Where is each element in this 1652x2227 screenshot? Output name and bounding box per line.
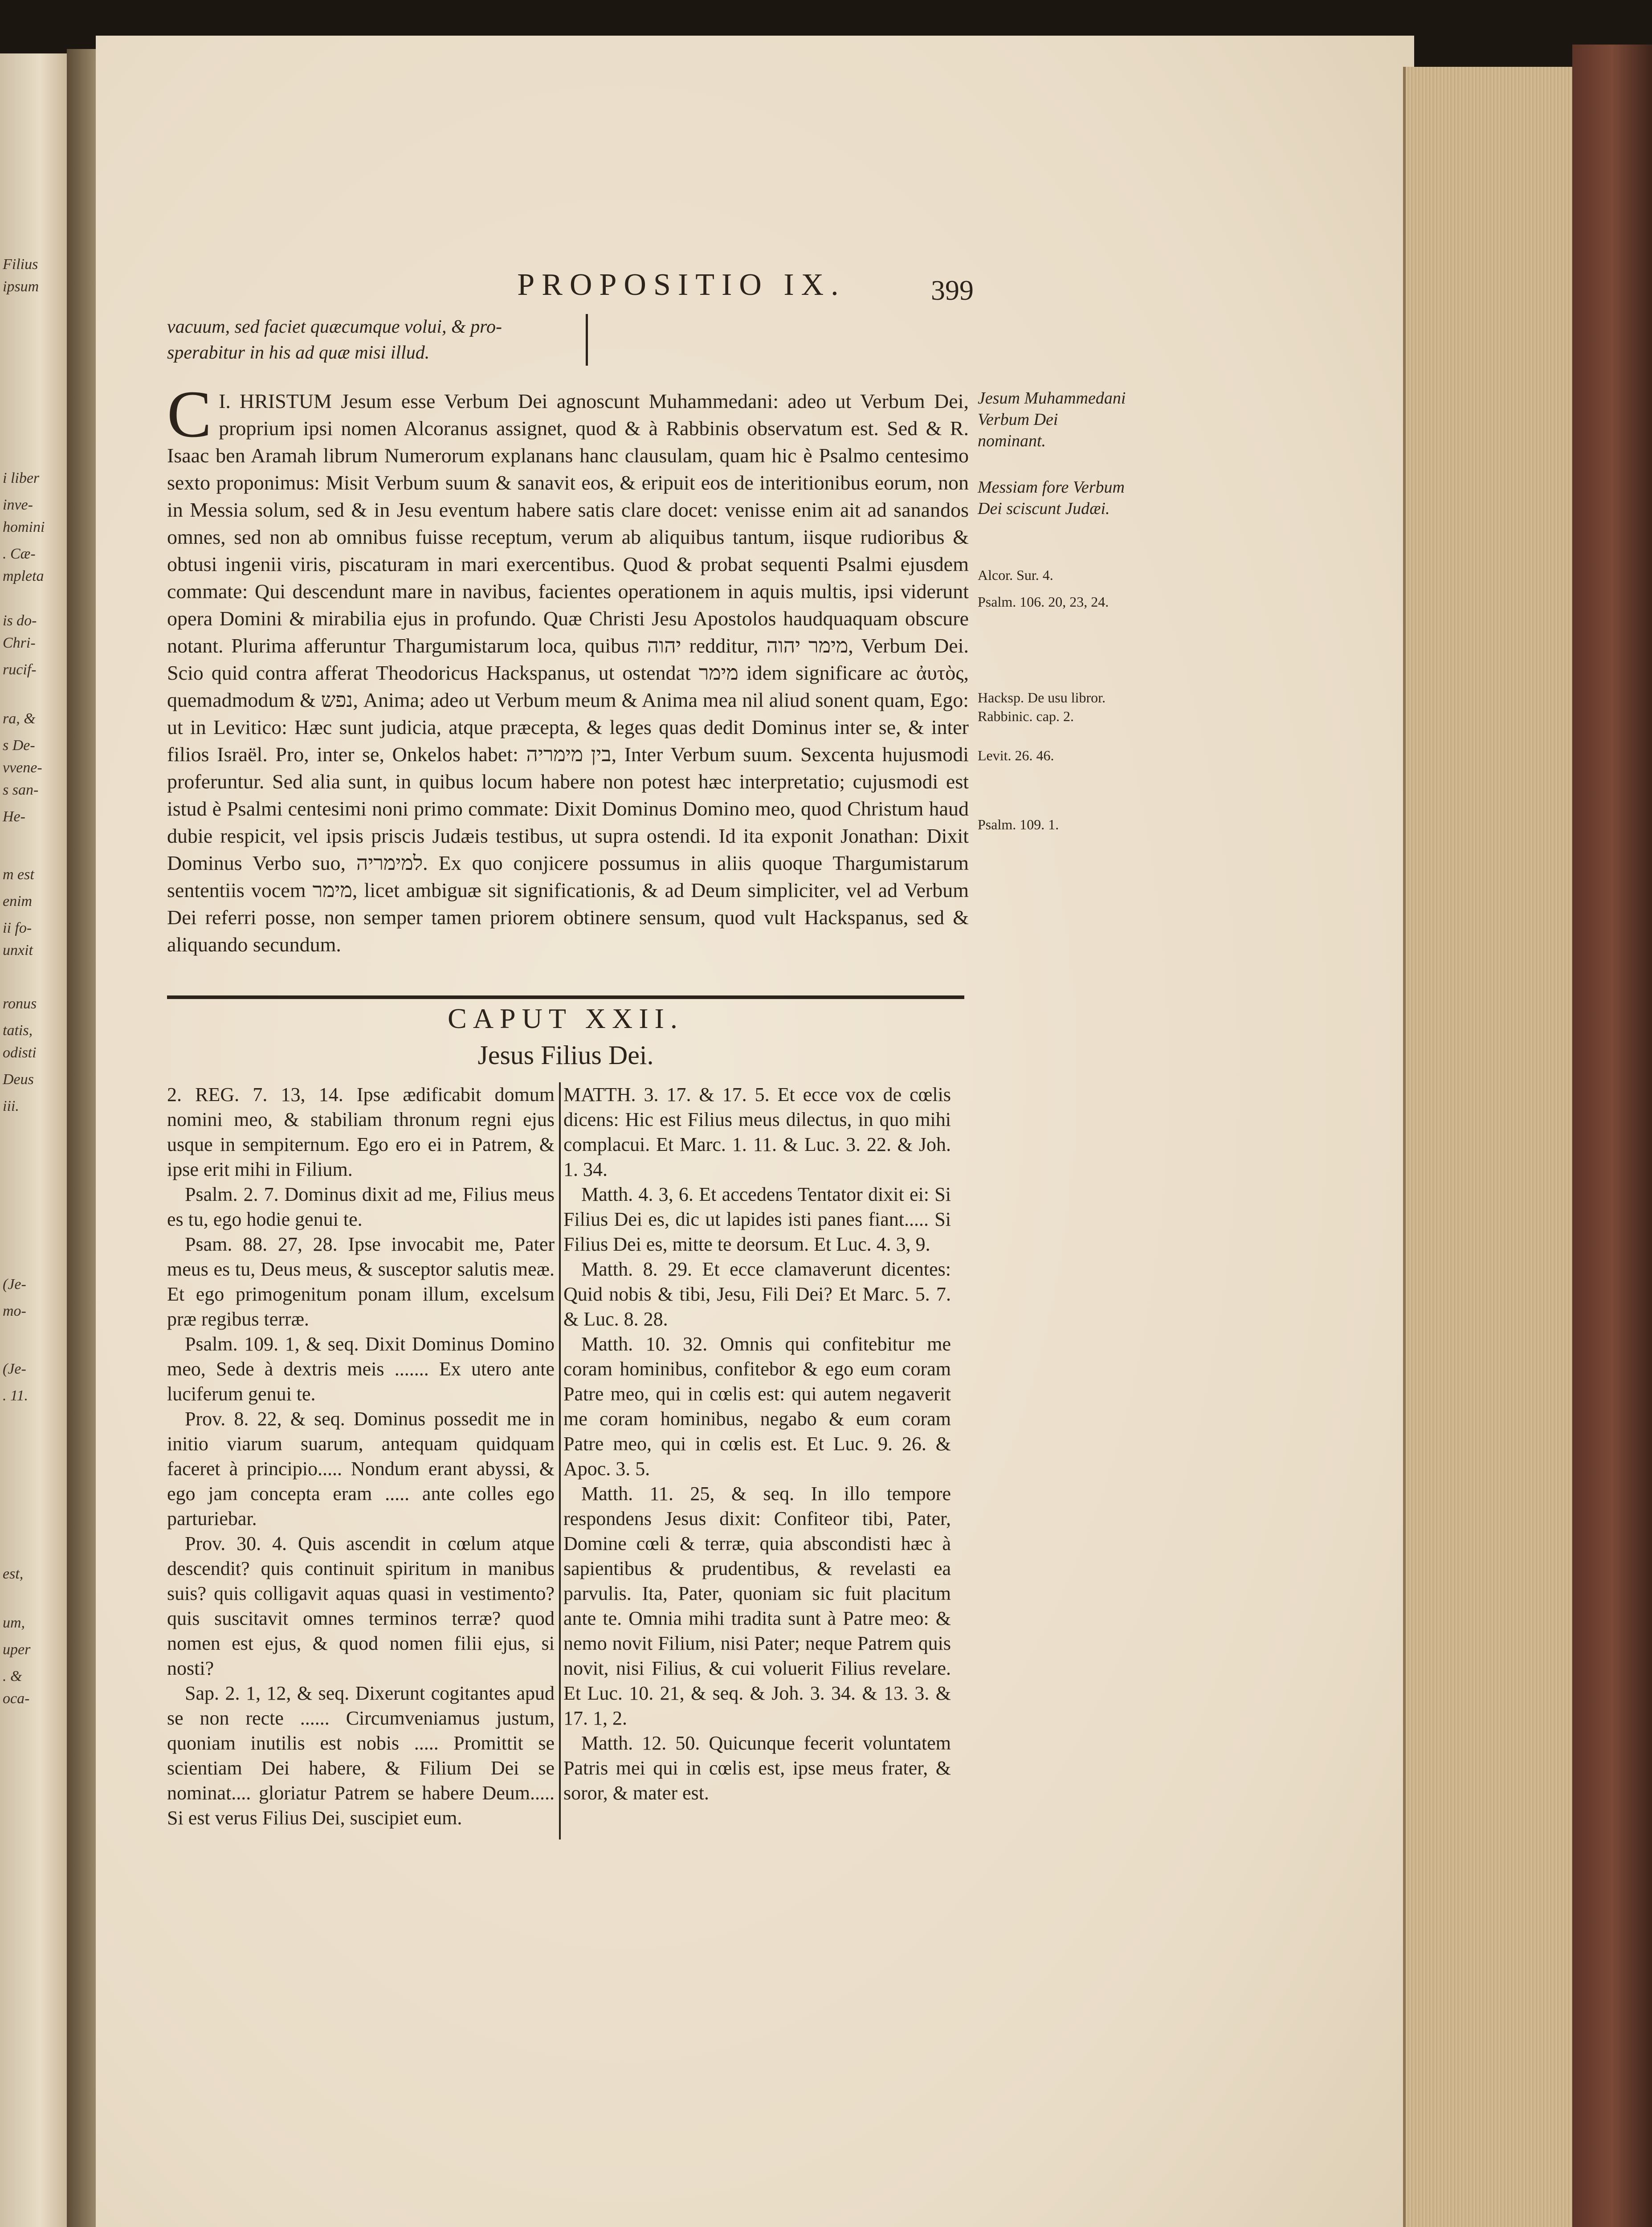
book-cover (1572, 45, 1652, 2227)
margin-ref-alcoran: Alcor. Sur. 4. (978, 567, 1053, 583)
verse-entry: Prov. 8. 22, & seq. Dominus possedit me in initio viarum suarum, antequam quidquam faceret à principio..... Nondum erant abyssi, & ego jam concepta eram ..... ante colles ego parturiebar. (167, 1408, 555, 1530)
left-page-fragment: ii fo- (3, 920, 32, 936)
left-page-fragment: Deus (3, 1071, 34, 1088)
margin-ref-levit: Levit. 26. 46. (978, 747, 1054, 763)
verse-entry: Matth. 10. 32. Omnis qui confitebitur me coram hominibus, confitebor & ego eum coram Patre meo, qui in cœlis est: qui autem negaverit me coram hominibus, negabo & eum coram Patre meo, qui in cœlis est. Et Luc. 9. 26. & Apoc. 3. 5. (563, 1333, 951, 1480)
margin-note-messiah: Messiam fore Verbum Dei sciscunt Judæi. (978, 478, 1125, 518)
right-column (563, 1082, 951, 1806)
continuation-text (167, 314, 588, 366)
margin-note-jesus: Jesum Muhammedani Verbum Dei nominant. (978, 389, 1126, 450)
verse-entry: Matth. 8. 29. Et ecce clamaverunt dicentes: Quid nobis & tibi, Jesu, Fili Dei? Et Marc. 5. 7. & Luc. 8. 28. (563, 1258, 951, 1330)
left-page-fragment: est, (3, 1566, 24, 1582)
left-page-fragment: um, (3, 1615, 25, 1631)
left-page-fragment: s De- (3, 737, 35, 754)
chapter-title: CAPUT XXII. (448, 1003, 684, 1034)
column-divider (559, 1082, 561, 1840)
left-page-fragment: odisti (3, 1044, 37, 1061)
left-page-fragment: oca- (3, 1690, 30, 1707)
left-page-fragment: is do- (3, 612, 37, 629)
continuation-line-2: sperabitur in his ad quæ misi illud. (167, 343, 430, 363)
running-title: PROPOSITIO IX. (517, 268, 846, 302)
margin-ref-psalm106: Psalm. 106. 20, 23, 24. (978, 594, 1109, 610)
left-page-fragment: i liber (3, 470, 40, 486)
chapter-rule (167, 995, 964, 999)
verse-entry: Matth. 12. 50. Quicunque fecerit voluntatem Patris mei qui in cœlis est, ipse meus frater, & soror, & mater est. (563, 1732, 951, 1804)
left-page-fragment: inve- (3, 497, 33, 513)
drop-cap: C (167, 377, 212, 451)
left-page-fragment: ronus (3, 995, 37, 1012)
left-page-fragment: enim (3, 893, 33, 910)
section-number: I. (219, 390, 231, 412)
section-body: HRISTUM Jesum esse Verbum Dei agnoscunt Muhammedani: adeo ut Verbum Dei, proprium ipsi nomen Alcoranus assignet, quod & à Rabbinis observatum est. Sed & R. Isaac ben Aramah librum Numerorum explanans hanc clausulam, quam hic è Psalmo centesimo sexto proponimus: Misit Verbum suum & sanavit eos, & eripuit eos de interitionibus eorum, non in Messia solum, sed & in Jesu eventum habere satis clare docet: venisse enim ait ad sanandos omnes, sed non ab omnibus fuisse receptum, verum ab aliquibus tantum, iisque rudioribus & obtusi ingenii viris, piscaturam in mari exercentibus. Quod & probat sequenti Psalmi ejusdem commate: Qui descendunt mare in navibus, facientes operationem in aquis multis, ipsi viderunt opera Domini & mirabilia ejus in profundo. Quæ Christi Jesu Apostolos haudquaquam obscure notant. Plurima afferuntur Thargumistarum loca, quibus יהוה redditur, מימר יהוה, Verbum Dei. Scio quid contra afferat Theodoricus Hackspanus, ut ostendat מימר idem significare ac ἀυτὸς, quemadmodum & נפש, Anima; adeo ut Verbum meum & Anima mea nil aliud sonent quam, Ego: ut in Levitico: Hæc sunt judicia, atque præcepta, & leges quas dedit Dominus inter se, & inter filios Israël. Pro, inter se, Onkelos habet: בין מימריה, Inter Verbum suum. Sexcenta hujusmodi proferuntur. Sed alia sunt, in quibus locum habere non potest hæc interpretatio; cujusmodi est istud è Psalmi centesimi noni primo commate: Dixit Dominus Domino meo, quod Christum haud dubie respicit, vel ipsis priscis Judæis testibus, ut supra ostendi. Id ita exponit Jonathan: Dixit Dominus Verbo suo, למימריה. Ex quo conjicere possumus in aliis quoque Thargumistarum sententiis vocem מימר, licet ambiguæ sit significationis, & ad Deum simpliciter, vel ad Verbum Dei referri posse, non semper tamen priorem obtinere sensum, quod vult Hackspanus, sed & aliquando secundum. (167, 390, 969, 956)
verse-entry: Psam. 88. 27, 28. Ipse invocabit me, Pater meus es tu, Deus meus, & susceptor salutis meæ. Et ego primogenitum ponam illum, excelsum præ regibus terræ. (167, 1233, 555, 1330)
margin-ref-psalm109: Psalm. 109. 1. (978, 816, 1059, 832)
left-page-fragment: rucif- (3, 661, 37, 678)
continuation-line-1: vacuum, sed faciet quæcumque volui, & pro- (167, 317, 502, 337)
left-page-fragment: s san- (3, 782, 39, 798)
verse-entry: Sap. 2. 1, 12, & seq. Dixerunt cogitantes apud se non recte ...... Circumveniamus justum, quoniam inutilis est nobis ..... Promittit se scientiam Dei habere, & Filium Dei se nominat.... gloriatur Patrem se habere Deum..... Si est verus Filius Dei, suscipiet eum. (167, 1682, 555, 1829)
left-page-fragment: . Cæ- (3, 546, 36, 562)
left-page-fragment: tatis, (3, 1022, 33, 1039)
verse-entry: MATTH. 3. 17. & 17. 5. Et ecce vox de cœlis dicens: Hic est Filius meus dilectus, in quo mihi complacui. Et Marc. 1. 11. & Luc. 3. 22. & Joh. 1. 34. (563, 1084, 951, 1180)
margin-ref-hackspan: Hacksp. De usu libror. Rabbinic. cap. 2. (978, 689, 1106, 724)
left-page-fragment: ipsum (3, 278, 39, 295)
verse-entry: Psalm. 109. 1, & seq. Dixit Dominus Domino meo, Sede à dextris meis ....... Ex utero ante luciferum genui te. (167, 1333, 555, 1405)
verse-entry: Psalm. 2. 7. Dominus dixit ad me, Filius meus es tu, ego hodie genui te. (167, 1183, 555, 1230)
left-page-edge (0, 53, 67, 2227)
verse-entry: Matth. 4. 3, 6. Et accedens Tentator dixit ei: Si Filius Dei es, dic ut lapides isti panes fiant..... Si Filius Dei es, mitte te deorsum. Et Luc. 4. 3, 9. (563, 1183, 951, 1255)
left-page-fragment: mo- (3, 1303, 26, 1319)
left-page-fragment: . & (3, 1668, 22, 1685)
section-I (167, 377, 969, 958)
left-column (167, 1082, 555, 1831)
left-page-fragment: . 11. (3, 1387, 28, 1404)
verse-entry: Matth. 11. 25, & seq. In illo tempore respondens Jesus dixit: Confiteor tibi, Pater, Domine cœli & terræ, quia abscondisti hæc à sapientibus & prudentibus, & revelasti ea parvulis. Ita, Pater, quoniam sic fuit placitum ante te. Omnia mihi tradita sunt à Patre meo: & nemo novit Filium, nisi Pater; neque Patrem quis novit, nisi Filius, & cui voluerit Filius revelare. Et Luc. 10. 21, & seq. & Joh. 3. 34. & 13. 3. & 17. 1, 2. (563, 1483, 951, 1729)
left-page-fragment: Chri- (3, 635, 36, 651)
left-page-fragment: He- (3, 808, 25, 825)
left-page-fragment: Filius (3, 256, 38, 273)
left-page-fragment: (Je- (3, 1276, 26, 1293)
left-page-fragment: iii. (3, 1098, 19, 1114)
page-number: 399 (931, 274, 974, 306)
left-page-fragment: mpleta (3, 568, 44, 584)
left-page-fragment: homini (3, 519, 45, 535)
left-page-fragment: unxit (3, 942, 33, 959)
chapter-subtitle: Jesus Filius Dei. (477, 1040, 654, 1070)
left-page-fragment: uper (3, 1641, 31, 1658)
verse-entry: Prov. 30. 4. Quis ascendit in cœlum atque descendit? quis continuit spiritum in manibus suis? quis colligavit aquas quasi in vestimento? quis suscitavit omnes terminos terræ? quod nomen est ejus, & quod nomen filii ejus, si nosti? (167, 1533, 555, 1679)
left-page-fragment: m est (3, 866, 34, 883)
left-page-fragment: ra, & (3, 710, 36, 727)
page-edges (1403, 67, 1575, 2227)
verse-entry: 2. REG. 7. 13, 14. Ipse ædificabit domum nomini meo, & stabiliam thronum regni ejus usque in sempiternum. Ego ero ei in Patrem, & ipse erit mihi in Filium. (167, 1084, 555, 1180)
left-page-fragment: (Je- (3, 1361, 26, 1377)
left-page-fragment: vvene- (3, 759, 42, 776)
